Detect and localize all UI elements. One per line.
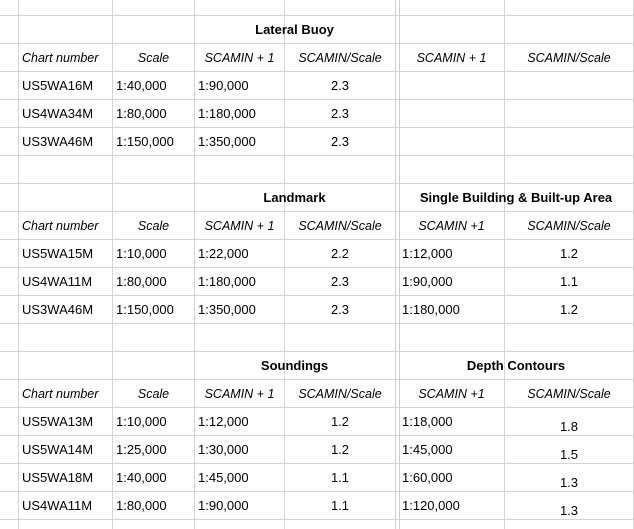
table-cell[interactable]: 2.3 [330,106,350,121]
table-cell[interactable]: US4WA11M [22,274,93,289]
table-cell[interactable]: 1.2 [330,442,350,457]
col-header-scale: Scale [137,51,170,65]
section-title-lateral-buoy: Lateral Buoy [255,22,334,37]
table-cell[interactable]: 1:45,000 [198,470,249,485]
table-cell[interactable]: 1:10,000 [116,246,167,261]
table-cell[interactable]: 1.1 [559,274,579,289]
table-cell[interactable]: 1.3 [559,475,579,490]
table-cell[interactable]: 1:350,000 [198,302,256,317]
col-header-chart-number: Chart number [22,51,99,65]
table-cell[interactable]: 1.5 [559,447,579,462]
table-cell[interactable]: 1.3 [559,503,579,518]
table-cell[interactable]: 1:120,000 [402,498,460,513]
col-header-scamin-scale: SCAMIN/Scale [527,51,611,65]
table-cell[interactable]: US5WA13M [22,414,94,429]
table-cell[interactable]: 1.2 [330,414,350,429]
table-cell[interactable]: 1:90,000 [402,274,453,289]
table-cell[interactable]: 1.2 [559,246,579,261]
table-cell[interactable]: 1:80,000 [116,274,167,289]
table-cell[interactable]: 1:180,000 [198,274,256,289]
col-header-chart-number: Chart number [22,219,99,233]
table-cell[interactable]: 1.1 [330,498,350,513]
col-header-scamin-scale: SCAMIN/Scale [298,219,382,233]
table-cell[interactable]: 2.3 [330,302,350,317]
table-cell[interactable]: 1:80,000 [116,106,167,121]
table-cell[interactable]: 1:350,000 [198,134,256,149]
table-cell[interactable]: 1:45,000 [402,442,453,457]
col-header-scamin-plus-1: SCAMIN + 1 [416,51,487,65]
table-cell[interactable]: 1:30,000 [198,442,249,457]
table-cell[interactable]: 1.8 [559,419,579,434]
table-cell[interactable]: 1:12,000 [402,246,453,261]
table-cell[interactable]: 1:40,000 [116,470,167,485]
table-cell[interactable]: 2.2 [330,246,350,261]
col-header-scamin-plus-1: SCAMIN + 1 [204,219,275,233]
table-cell[interactable]: 2.3 [330,78,350,93]
table-cell[interactable]: 1:90,000 [198,78,249,93]
col-header-scamin-plus-1: SCAMIN +1 [418,219,485,233]
table-cell[interactable]: US5WA18M [22,470,94,485]
section-title-soundings: Soundings [260,358,329,373]
col-header-scale: Scale [137,387,170,401]
table-cell[interactable]: 1.2 [559,302,579,317]
table-cell[interactable]: 1:12,000 [198,414,249,429]
table-cell[interactable]: 1:25,000 [116,442,167,457]
table-cell[interactable]: 1:90,000 [198,498,249,513]
table-cell[interactable]: US3WA46M [22,134,94,149]
col-header-scamin-scale: SCAMIN/Scale [298,387,382,401]
table-cell[interactable]: 1:180,000 [198,106,256,121]
table-cell[interactable]: 1.1 [330,470,350,485]
table-cell[interactable]: 1:22,000 [198,246,249,261]
col-header-chart-number: Chart number [22,387,99,401]
table-cell[interactable]: US5WA16M [22,78,94,93]
table-cell[interactable]: 1:10,000 [116,414,167,429]
col-header-scamin-scale: SCAMIN/Scale [298,51,382,65]
table-cell[interactable]: 1:150,000 [116,134,174,149]
table-cell[interactable]: US4WA11M [22,498,93,513]
table-cell[interactable]: US3WA46M [22,302,94,317]
table-cell[interactable]: 1:80,000 [116,498,167,513]
section-title-depth-contours: Depth Contours [466,358,566,373]
table-cell[interactable]: 1:18,000 [402,414,453,429]
col-header-scamin-plus-1: SCAMIN + 1 [204,51,275,65]
section-title-single-building: Single Building & Built-up Area [419,190,613,205]
table-cell[interactable]: 1:150,000 [116,302,174,317]
col-header-scamin-scale: SCAMIN/Scale [527,387,611,401]
table-cell[interactable]: 2.3 [330,134,350,149]
col-header-scamin-plus-1: SCAMIN +1 [418,387,485,401]
table-cell[interactable]: US5WA14M [22,442,94,457]
col-header-scamin-scale: SCAMIN/Scale [527,219,611,233]
table-cell[interactable]: US5WA15M [22,246,94,261]
table-cell[interactable]: 1:40,000 [116,78,167,93]
table-cell[interactable]: 1:180,000 [402,302,460,317]
section-title-landmark: Landmark [263,190,326,205]
table-cell[interactable]: 1:60,000 [402,470,453,485]
table-cell[interactable]: 2.3 [330,274,350,289]
col-header-scamin-plus-1: SCAMIN + 1 [204,387,275,401]
col-header-scale: Scale [137,219,170,233]
table-cell[interactable]: US4WA34M [22,106,94,121]
